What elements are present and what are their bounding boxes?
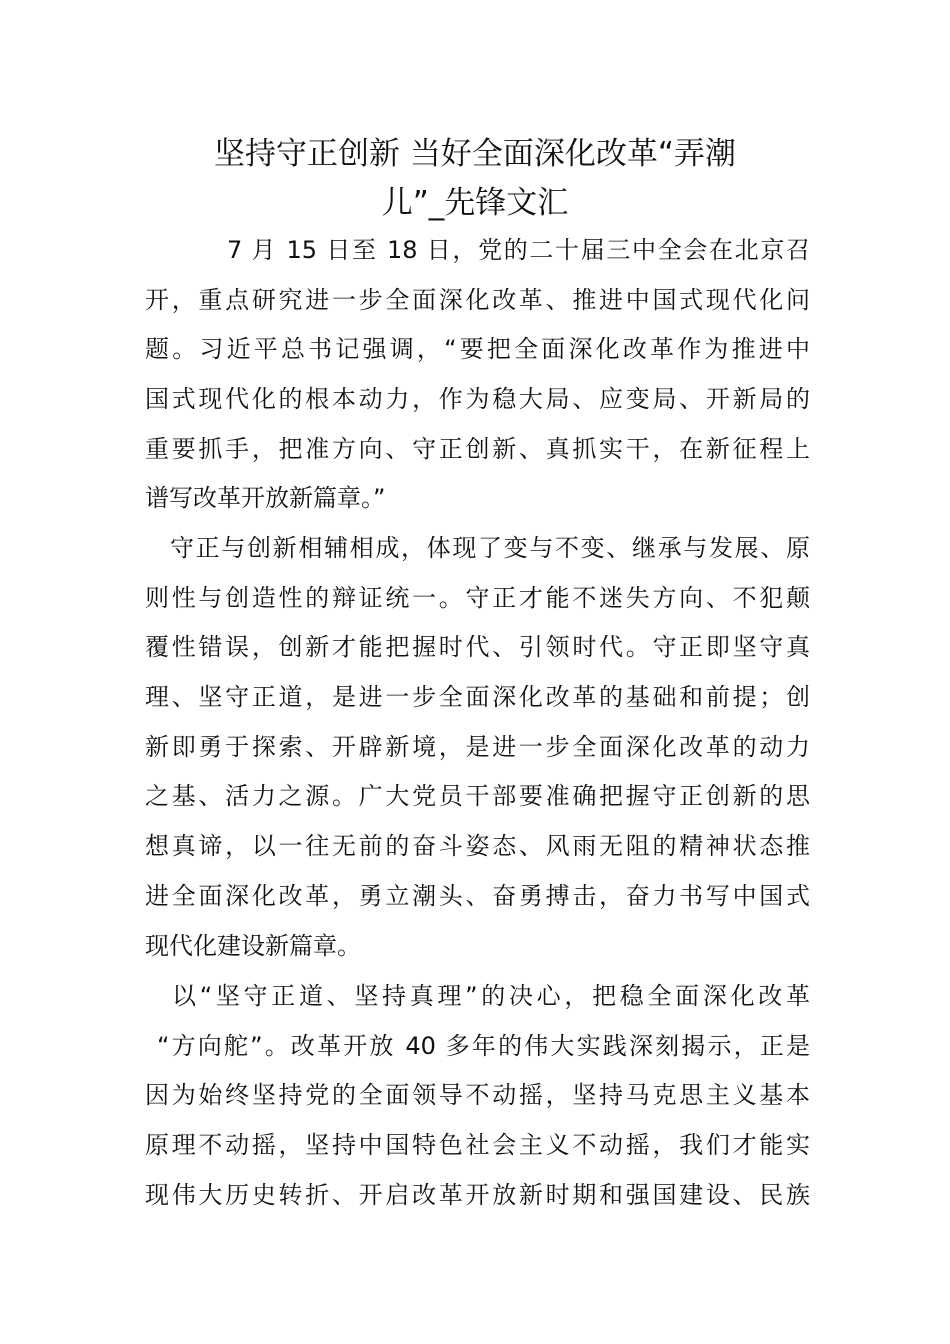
- paragraph-2: [145, 524, 810, 971]
- text-line: 原理不动摇，坚持中国特色社会主义不动摇，我们才能实: [145, 1131, 810, 1160]
- text-line: 题。习近平总书记强调，“要把全面深化改革作为推进中: [145, 335, 810, 364]
- text-line: 因为始终坚持党的全面领导不动摇，坚持马克思主义基本: [145, 1081, 810, 1110]
- text-line: 7 月 15 日至 18 日，党的二十届三中全会在北京召: [227, 236, 810, 264]
- text-line: 理、坚守正道，是进一步全面深化改革的基础和前提；创: [145, 683, 810, 712]
- text-line: 开，重点研究进一步全面深化改革、推进中国式现代化问: [145, 285, 810, 314]
- text-line: 以“坚守正道、坚持真理”的决心，把稳全面深化改革: [172, 982, 810, 1010]
- text-line: 重要抓手，把准方向、守正创新、真抓实干，在新征程上: [145, 434, 810, 463]
- text-line: 现代化建设新篇章。: [145, 931, 361, 960]
- paragraph-3: [145, 972, 810, 1220]
- text-line: 之基、活力之源。广大党员干部要准确把握守正创新的思: [145, 782, 810, 811]
- text-line: 谱写改革开放新篇章。”: [145, 484, 386, 513]
- paragraph-1: [145, 226, 810, 524]
- title-line: 儿”_先锋文汇: [381, 185, 569, 221]
- text-line: “方向舵”。改革开放 40 多年的伟大实践深刻揭示，正是: [157, 1031, 810, 1060]
- text-line: 覆性错误，创新才能把握时代、引领时代。守正即坚守真: [145, 633, 810, 662]
- text-line: 国式现代化的根本动力，作为稳大局、应变局、开新局的: [145, 385, 810, 414]
- text-line: 则性与创造性的辩证统一。守正才能不迷失方向、不犯颠: [145, 583, 810, 612]
- text-line: 守正与创新相辅相成，体现了变与不变、继承与发展、原: [170, 534, 810, 562]
- text-line: 新即勇于探索、开辟新境，是进一步全面深化改革的动力: [145, 732, 810, 761]
- text-line: 进全面深化改革，勇立潮头、奋勇搏击，奋力书写中国式: [145, 881, 810, 910]
- document-title: [150, 130, 800, 228]
- text-line: 现伟大历史转折、开启改革开放新时期和强国建设、民族: [145, 1180, 810, 1209]
- text-line: 想真谛，以一往无前的奋斗姿态、风雨无阻的精神状态推: [145, 832, 810, 861]
- title-line: 坚持守正创新 当好全面深化改革“弄潮: [214, 136, 736, 172]
